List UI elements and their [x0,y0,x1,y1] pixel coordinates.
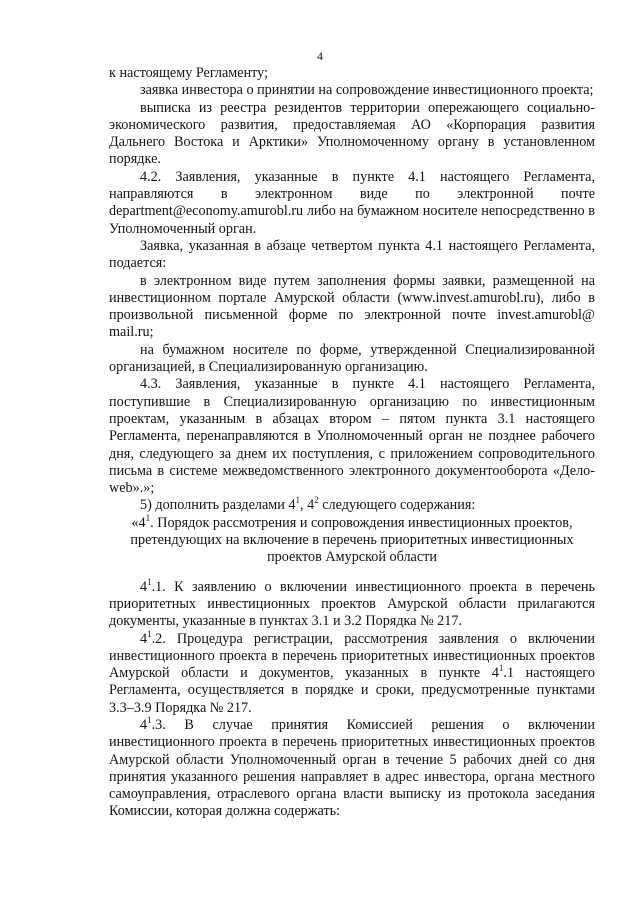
paragraph-6: в электронном виде путем заполнения формы заявки, размещенной на инвестиционном портале Амурской области (www.invest.amurobl.ru), либо в произвольной письменной форме по электронной почте invest.amurobl@ mail.ru; [109,272,595,341]
page-number: 4 [317,49,323,63]
paragraph-4-1-3: $4^1.3$. В случае принятия Комиссией решения о включении инвестиционного проекта в перечень приоритетных инвестиционных проектов Амурской области Уполномоченный орган в течение 5 рабочих дней со дня принятия указанного решения направляет в адрес инвестора, органа местного самоуправления, отраслевого органа власти выписку из протокола заседания Комиссии, которая должна содержать: [109,714,595,820]
paragraph-7: на бумажном носителе по форме, утвержденной Специализированной организацией, в Специализированную организацию. [109,341,595,376]
paragraph-4-1-2: $4^1.2$. Процедура регистрации, рассмотрения заявления о включении инвестиционного проекта в перечень приоритетных инвестиционных проектов Амурской области и документов, указанных в пункте $4^1.1$ настоящего Регламента, осуществляется в порядке и сроки, предусмотренные пунктами 3.3–3.9 Порядка № 217. [109,628,595,716]
paragraph-amendment: 5) дополнить разделами $4^1$, $4^2$ следующего содержания: [140,495,476,514]
paragraph-2: заявка инвестора о принятии на сопровождение инвестиционного проекта; [140,82,594,99]
paragraph-5: Заявка, указанная в абзаце четвертом пункта 4.1 настоящего Регламента, подается: [109,237,595,272]
section-heading: «$4^1$. Порядок рассмотрения и сопровождения инвестиционных проектов, претендующих на включение в перечень приоритетных инвестиционных проектов Амурской области [130,512,574,566]
paragraph-4-1-1: $4^1.1$. К заявлению о включении инвестиционного проекта в перечень приоритетных инвестиционных проектов Амурской области прилагаются документы, указанные в пунктах 3.1 и 3.2 Порядка № 217. [109,576,595,630]
paragraph-4-3: 4.3. Заявления, указанные в пункте 4.1 настоящего Регламента, поступившие в Специализированную организацию по инвестиционным проектам, указанным в абзацах втором – пятом пункта 3.1 настоящего Регламента, перенаправляются в Уполномоченный орган не позднее рабочего дня, следующего за днем их поступления, с приложением сопроводительного письма в системе межведомственного электронного документооборота «Дело-web».»; [109,376,595,497]
document-body [109,65,595,821]
paragraph-1: к настоящему Регламенту; [109,65,269,81]
paragraph-3: выписка из реестра резидентов территории опережающего социально-экономического развития, предоставляемая АО «Корпорация развития Дальнего Востока и Арктики» Уполномоченному органу в установленном порядке. [109,99,595,168]
paragraph-4-2: 4.2. Заявления, указанные в пункте 4.1 настоящего Регламента, направляются в электронном виде по электронной почте department@economy.amurobl.ru либо на бумажном носителе непосредственно в Уполномоченный орган. [109,168,595,237]
